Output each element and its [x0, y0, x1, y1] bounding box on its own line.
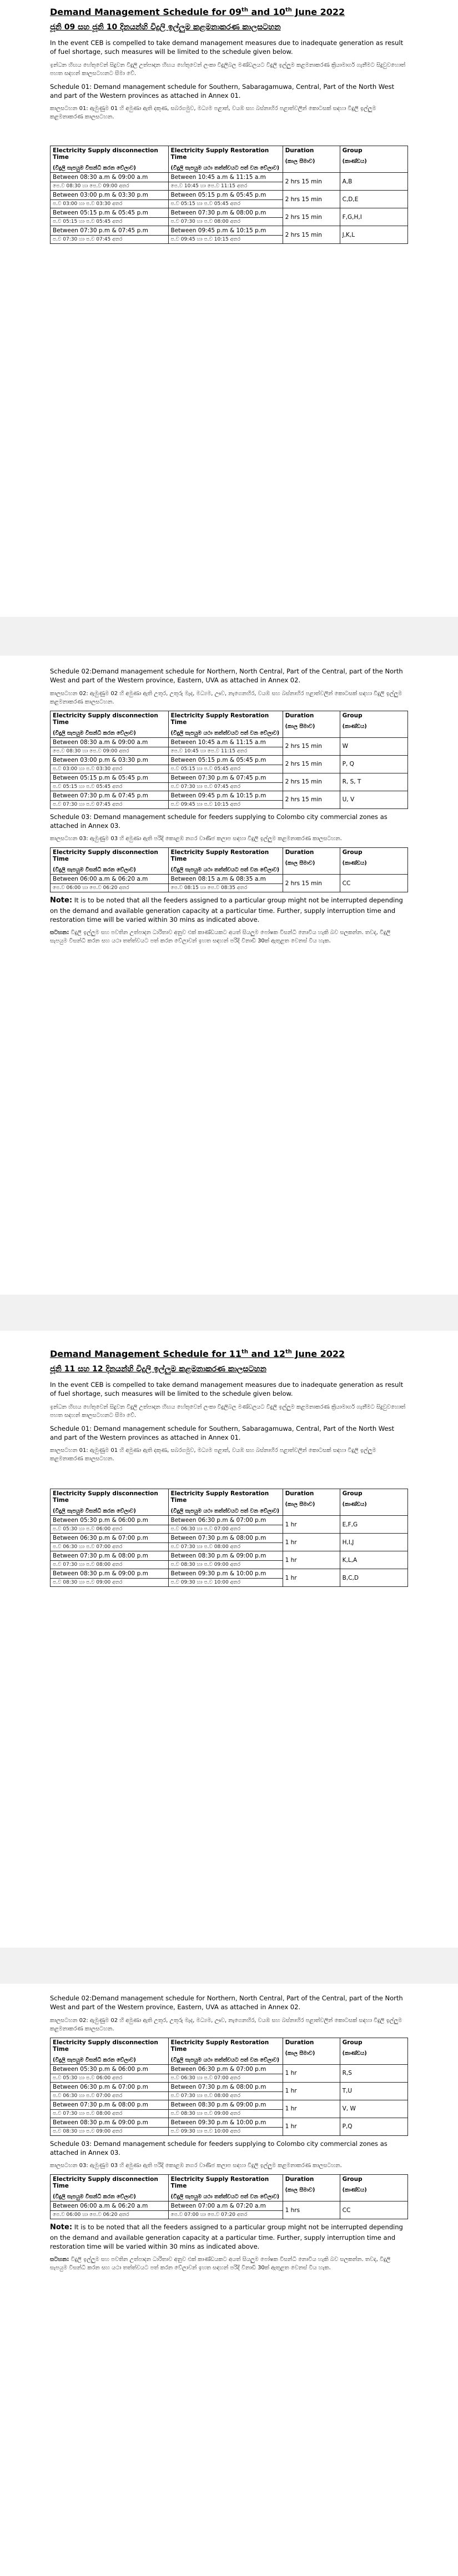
table-row-sinhala: ප.ව 05:30 හා ප.ව 06:00 අතර ප.ව 06:30 හා ප.ව 07:00 අතර	[51, 1525, 408, 1534]
schedule-3-description: Schedule 03: Demand management schedule for feeders supplying to Colombo city commercial zones as attached in Annex 03.	[50, 812, 387, 830]
table-row: Between 03:00 p.m & 03:30 p.m Between 05:15 p.m & 05:45 p.m 2 hrs 15 min P, Q	[51, 755, 408, 765]
header-duration: Duration (කාල සීමාව)	[283, 146, 340, 173]
table-row: Between 08:30 p.m & 09:00 p.m Between 09:30 p.m & 10:00 p.m 1 hr B,C,D	[51, 1569, 408, 1579]
header-restoration-time: Electricity Supply Restoration Time (විදුලි සැපයුම යථා තත්ත්වයට පත් වන වේලාව)	[168, 146, 283, 173]
intro-text: In the event CEB is compelled to take demand management measures due to inadequate generation as result of fuel shortage, such measures will be limited to the schedule given below.	[50, 1381, 404, 1398]
table-row-sinhala: ප.ව 07:30 හා ප.ව 08:00 අතර ප.ව 08:30 හා ප.ව 09:00 අතර	[51, 1561, 408, 1569]
intro-text-sinhala: ඉන්ධන හිඟය හේතුවෙන් සිදුවන විදුලි උත්පාදන හිඟය හේතුවෙන් ලංකා විදුලිබල මණ්ඩලයට විදුලි ඉල්ලුම කළමනාකරණ ක්‍රියාමාර්ග ගැනීමට සිදුවුවහොත් පහත සඳහන් කාලසටහනට සීමා වේ.	[50, 62, 406, 77]
table-row-sinhala: ප.ව 06:30 හා ප.ව 07:00 අතර ප.ව 07:30 හා ප.ව 08:00 අතර	[51, 2091, 408, 2100]
table-header-row: Electricity Supply disconnection Time (විදුලි සැපයුම විසන්ධි කරන වේලාව) Electricity Supply Restoration Time (විදුලි සැපයුම යථා තත්ත්වයට පත් වන වේලාව) Duration (කාල සීමාව) Group (කාණ්ඩය)	[51, 2175, 408, 2201]
table-row-sinhala: ප.ව 07:30 හා ප.ව 08:00 අතර ප.ව 08:30 හා ප.ව 09:00 අතර	[51, 2109, 408, 2118]
table-row-sinhala: ප.ව 05:15 හා ප.ව 05:45 අතර ප.ව 07:30 හා ප.ව 08:00 අතර	[51, 218, 408, 226]
table-header-row: Electricity Supply disconnection Time (විදුලි සැපයුම විසන්ධි කරන වේලාව) Electricity Supply Restoration Time (විදුලි සැපයුම යථා තත්ත්වයට පත් වන වේලාව) Duration (කාල සීමාව) Group (කාණ්ඩය)	[51, 1489, 408, 1516]
note-text-sinhala: සටහන: විදුලි ඉල්ලුම සහ පවතින උත්පාදන ධාරිතාව අනුව එක් කාණ්ඩයකට අයත් සියලුම පෝෂක විසන්ධි නොවිය හැකි බව සලකන්න. තවද, විදුලි සැපයුම විසන්ධි කරන සහ යථා තත්ත්වයට පත් කරන වේලාවන් ඉහත සඳහන් පරිදි විනාඩි 30ක් ඇතුළත වෙනස් විය හැක.	[50, 2257, 391, 2272]
table-header-row: Electricity Supply disconnection Time (විදුලි සැපයුම විසන්ධි කරන වේලාව) Electricity Supply Restoration Time (විදුලි සැපයුම යථා තත්ත්වයට පත් වන වේලාව) Duration (කාල සීමාව) Group (කාණ්ඩය)	[51, 711, 408, 737]
table-row: Between 06:30 p.m & 07:00 p.m Between 07:30 p.m & 08:00 p.m 1 hr H,I,J	[51, 1534, 408, 1543]
schedule-1-table	[50, 1489, 408, 1587]
schedule-2-table	[50, 711, 408, 809]
page-title: Demand Management Schedule for 11th and 12th June 2022	[50, 1349, 345, 1359]
schedule-3-description-sinhala: කාලසටහන 03: ඇමුණුම 03 හි අමුණා ඇති පරිදි කොළඹ නගර වාණිජ කලාප සඳහා විදුලි ඉල්ලුම කළමනාකරණ කාලසටහන.	[50, 2163, 342, 2169]
schedule-3-table	[50, 847, 408, 892]
table-row-sinhala: පෙ.ව 06:00 හා පෙ.ව 06:20 අතර පෙ.ව 07:00 හා පෙ.ව 07:20 අතර	[51, 2211, 408, 2219]
table-row-sinhala: ප.ව 06:30 හා ප.ව 07:00 අතර ප.ව 07:30 හා ප.ව 08:00 අතර	[51, 1543, 408, 1551]
table-header-row: Electricity Supply disconnection Time (විදුලි සැපයුම විසන්ධි කරන වේලාව) Electricity Supply Restoration Time (විදුලි සැපයුම යථා තත්ත්වයට පත් වන වේලාව) Duration (කාල සීමාව) Group (කාණ්ඩය)	[51, 848, 408, 875]
table-row-sinhala: ප.ව 08:30 හා ප.ව 09:00 අතර ප.ව 09:30 හා ප.ව 10:00 අතර	[51, 2127, 408, 2135]
intro-text: In the event CEB is compelled to take demand management measures due to inadequate generation as result of fuel shortage, such measures will be limited to the schedule given below.	[50, 39, 404, 56]
intro-text-sinhala: ඉන්ධන හිඟය හේතුවෙන් සිදුවන විදුලි උත්පාදන හිඟය හේතුවෙන් ලංකා විදුලිබල මණ්ඩලයට විදුලි ඉල්ලුම කළමනාකරණ ක්‍රියාමාර්ග ගැනීමට සිදුවුවහොත් පහත සඳහන් කාලසටහනට සීමා වේ.	[50, 1404, 406, 1419]
table-header-row	[51, 146, 408, 173]
table-row-sinhala: පෙ.ව 08:30 හා පෙ.ව 09:00 අතර පෙ.ව 10:45 හා පෙ.ව 11:15 අතර	[51, 747, 408, 755]
schedule-3-description-sinhala: කාලසටහන 03: ඇමුණුම 03 හි අමුණා ඇති පරිදි කොළඹ නගර වාණිජ කලාප සඳහා විදුලි ඉල්ලුම කළමනාකරණ කාලසටහන.	[50, 836, 342, 842]
table-row-sinhala: ප.ව 08:30 හා ප.ව 09:00 අතර ප.ව 09:30 හා ප.ව 10:00 අතර	[51, 1579, 408, 1587]
table-row-sinhala: ප.ව 03:00 හා ප.ව 03:30 අතර ප.ව 05:15 හා ප.ව 05:45 අතර	[51, 200, 408, 208]
page-title-sinhala: ජූනි 11 සහ 12 දිනයන්හි විදුලි ඉල්ලුම කළමනාකරණ කාලසටහන	[50, 1365, 266, 1374]
schedule-1-description-sinhala: කාලසටහන 01: ඇමුණුම 01 හි අමුණා ඇති දකුණ, සබරගමුව, මධ්‍යම පළාත්, වයඹ සහ බස්නාහිර පළාත්වලින් කොටසක් සඳහා විදුලි ඉල්ලුම කළමනාකරණ කාලසටහන.	[50, 106, 376, 121]
document-page-3	[0, 1331, 458, 1948]
note-text-sinhala: සටහන: විදුලි ඉල්ලුම සහ පවතින උත්පාදන ධාරිතාව අනුව එක් කාණ්ඩයකට අයත් සියලුම පෝෂක විසන්ධි නොවිය හැකි බව සලකන්න. තවද, විදුලි සැපයුම විසන්ධි කරන සහ යථා තත්ත්වයට පත් කරන වේලාවන් ඉහත සඳහන් පරිදි විනාඩි 30ක් ඇතුළත වෙනස් විය හැක.	[50, 930, 391, 945]
table-row: Between 05:30 p.m & 06:00 p.m Between 06:30 p.m & 07:00 p.m 1 hr R,S	[51, 2064, 408, 2074]
note-text: Note: It is to be noted that all the feeders assigned to a particular group might not be interrupted depending on the demand and available generation capacity at a particular time. Further, supply interruption time and restoration time will be varied within 30 mins as indicated above.	[50, 2223, 403, 2251]
page-title: Demand Management Schedule for 09th and 10th June 2022	[50, 7, 345, 17]
schedule-2-description-sinhala: කාලසටහන 02: ඇමුණුම 02 හි අමුණා ඇති උතුර, උතුරු මැද, මධ්‍යම, ඌව, නැගෙනහිර, වයඹ සහ බස්නාහිර පළාත්වලින් කොටසක් සඳහා විදුලි ඉල්ලුම කළමනාකරණ කාලසටහන.	[50, 690, 402, 705]
schedule-3-table	[50, 2174, 408, 2219]
table-row: Between 06:30 p.m & 07:00 p.m Between 07:30 p.m & 08:00 p.m 1 hr T,U	[51, 2082, 408, 2091]
schedule-1-table	[50, 146, 408, 244]
schedule-2-table	[50, 2038, 408, 2136]
table-row-sinhala: පෙ.ව 08:30 හා පෙ.ව 09:00 අතර පෙ.ව 10:45 හා පෙ.ව 11:15 අතර	[51, 182, 408, 191]
schedule-3-description: Schedule 03: Demand management schedule for feeders supplying to Colombo city commercial zones as attached in Annex 03.	[50, 2139, 387, 2156]
schedule-2-description: Schedule 02:Demand management schedule for Northern, North Central, Part of the Central, part of the North West and part of the Western province, Eastern, UVA as attached in Annex 02.	[50, 667, 403, 685]
table-row: Between 06:00 a.m & 06:20 a.m Between 08:15 a.m & 08:35 a.m 2 hrs 15 min CC	[51, 875, 408, 884]
document-page-2	[0, 656, 458, 1295]
schedule-2-description: Schedule 02:Demand management schedule for Northern, North Central, Part of the Central, part of the North West and part of the Western province, Eastern, UVA as attached in Annex 02.	[50, 1994, 403, 2011]
table-row: Between 05:30 p.m & 06:00 p.m Between 06:30 p.m & 07:00 p.m 1 hr E,F,G	[51, 1516, 408, 1525]
table-row: Between 07:30 p.m & 08:00 p.m Between 08:30 p.m & 09:00 p.m 1 hr K,L,A	[51, 1551, 408, 1561]
table-row: Between 05:15 p.m & 05:45 p.m Between 07:30 p.m & 07:45 p.m 2 hrs 15 min R, S, T	[51, 773, 408, 782]
page-title-sinhala: ජූනි 09 සහ ජූනි 10 දිනයන්හි විදුලි ඉල්ලුම කළමනාකරණ කාලසටහන	[50, 23, 281, 32]
table-row-sinhala: ප.ව 05:15 හා ප.ව 05:45 අතර ප.ව 07:30 හා ප.ව 07:45 අතර	[51, 782, 408, 791]
table-row: Between 08:30 a.m & 09:00 a.m Between 10:45 a.m & 11:15 a.m 2 hrs 15 min A,B	[51, 173, 408, 182]
table-row-sinhala: ප.ව 07:30 හා ප.ව 07:45 අතර ප.ව 09:45 හා ප.ව 10:15 අතර	[51, 800, 408, 808]
table-row: Between 05:15 p.m & 05:45 p.m Between 07:30 p.m & 08:00 p.m 2 hrs 15 min F,G,H,I	[51, 208, 408, 218]
table-row-sinhala: ප.ව 07:30 හා ප.ව 07:45 අතර ප.ව 09:45 හා ප.ව 10:15 අතර	[51, 236, 408, 244]
schedule-2-description-sinhala: කාලසටහන 02: ඇමුණුම 02 හි අමුණා ඇති උතුර, උතුරු මැද, මධ්‍යම, ඌව, නැගෙනහිර, වයඹ සහ බස්නාහිර පළාත්වලින් කොටසක් සඳහා විදුලි ඉල්ලුම කළමනාකරණ කාලසටහන.	[50, 2017, 402, 2032]
document-page-4	[0, 1984, 458, 2576]
schedule-1-description: Schedule 01: Demand management schedule for Southern, Sabaragamuwa, Central, Part of the North West and part of the Western provinces as attached in Annex 01.	[50, 82, 395, 99]
header-disconnection-time: Electricity Supply disconnection Time (විදුලි සැපයුම විසන්ධි කරන වේලාව)	[51, 146, 169, 173]
table-row: Between 07:30 p.m & 07:45 p.m Between 09:45 p.m & 10:15 p.m 2 hrs 15 min J,K,L	[51, 226, 408, 236]
header-group: Group (කාණ්ඩය)	[340, 146, 407, 173]
document-page-1	[0, 0, 458, 617]
table-row: Between 08:30 a.m & 09:00 a.m Between 10:45 a.m & 11:15 a.m 2 hrs 15 min W	[51, 737, 408, 747]
table-row: Between 08:30 p.m & 09:00 p.m Between 09:30 p.m & 10:00 p.m 1 hr P,Q	[51, 2118, 408, 2127]
schedule-1-description-sinhala: කාලසටහන 01: ඇමුණුම 01 හි අමුණා ඇති දකුණ, සබරගමුව, මධ්‍යම පළාත්, වයඹ සහ බස්නාහිර පළාත්වලින් කොටසක් සඳහා විදුලි ඉල්ලුම කළමනාකරණ කාලසටහන.	[50, 1447, 376, 1462]
note-text: Note: It is to be noted that all the feeders assigned to a particular group might not be interrupted depending on the demand and available generation capacity at a particular time. Further, supply interruption time and restoration time will be varied within 30 mins as indicated above.	[50, 896, 403, 924]
table-row: Between 03:00 p.m & 03:30 p.m Between 05:15 p.m & 05:45 p.m 2 hrs 15 min C,D,E	[51, 191, 408, 200]
table-row: Between 06:00 a.m & 06:20 a.m Between 07:00 a.m & 07:20 a.m 1 hrs CC	[51, 2201, 408, 2211]
table-header-row: Electricity Supply disconnection Time (විදුලි සැපයුම විසන්ධි කරන වේලාව) Electricity Supply Restoration Time (විදුලි සැපයුම යථා තත්ත්වයට පත් වන වේලාව) Duration (කාල සීමාව) Group (කාණ්ඩය)	[51, 2038, 408, 2064]
table-row-sinhala: ප.ව 03:00 හා ප.ව 03:30 අතර ප.ව 05:15 හා ප.ව 05:45 අතර	[51, 765, 408, 773]
table-row-sinhala: ප.ව 05:30 හා ප.ව 06:00 අතර ප.ව 06:30 හා ප.ව 07:00 අතර	[51, 2074, 408, 2082]
table-row-sinhala: පෙ.ව 06:00 හා පෙ.ව 06:20 අතර පෙ.ව 08:15 හා පෙ.ව 08:35 අතර	[51, 884, 408, 892]
table-row: Between 07:30 p.m & 07:45 p.m Between 09:45 p.m & 10:15 p.m 2 hrs 15 min U, V	[51, 791, 408, 800]
table-row: Between 07:30 p.m & 08:00 p.m Between 08:30 p.m & 09:00 p.m 1 hr V, W	[51, 2100, 408, 2109]
schedule-1-description: Schedule 01: Demand management schedule for Southern, Sabaragamuwa, Central, Part of the North West and part of the Western provinces as attached in Annex 01.	[50, 1424, 395, 1441]
